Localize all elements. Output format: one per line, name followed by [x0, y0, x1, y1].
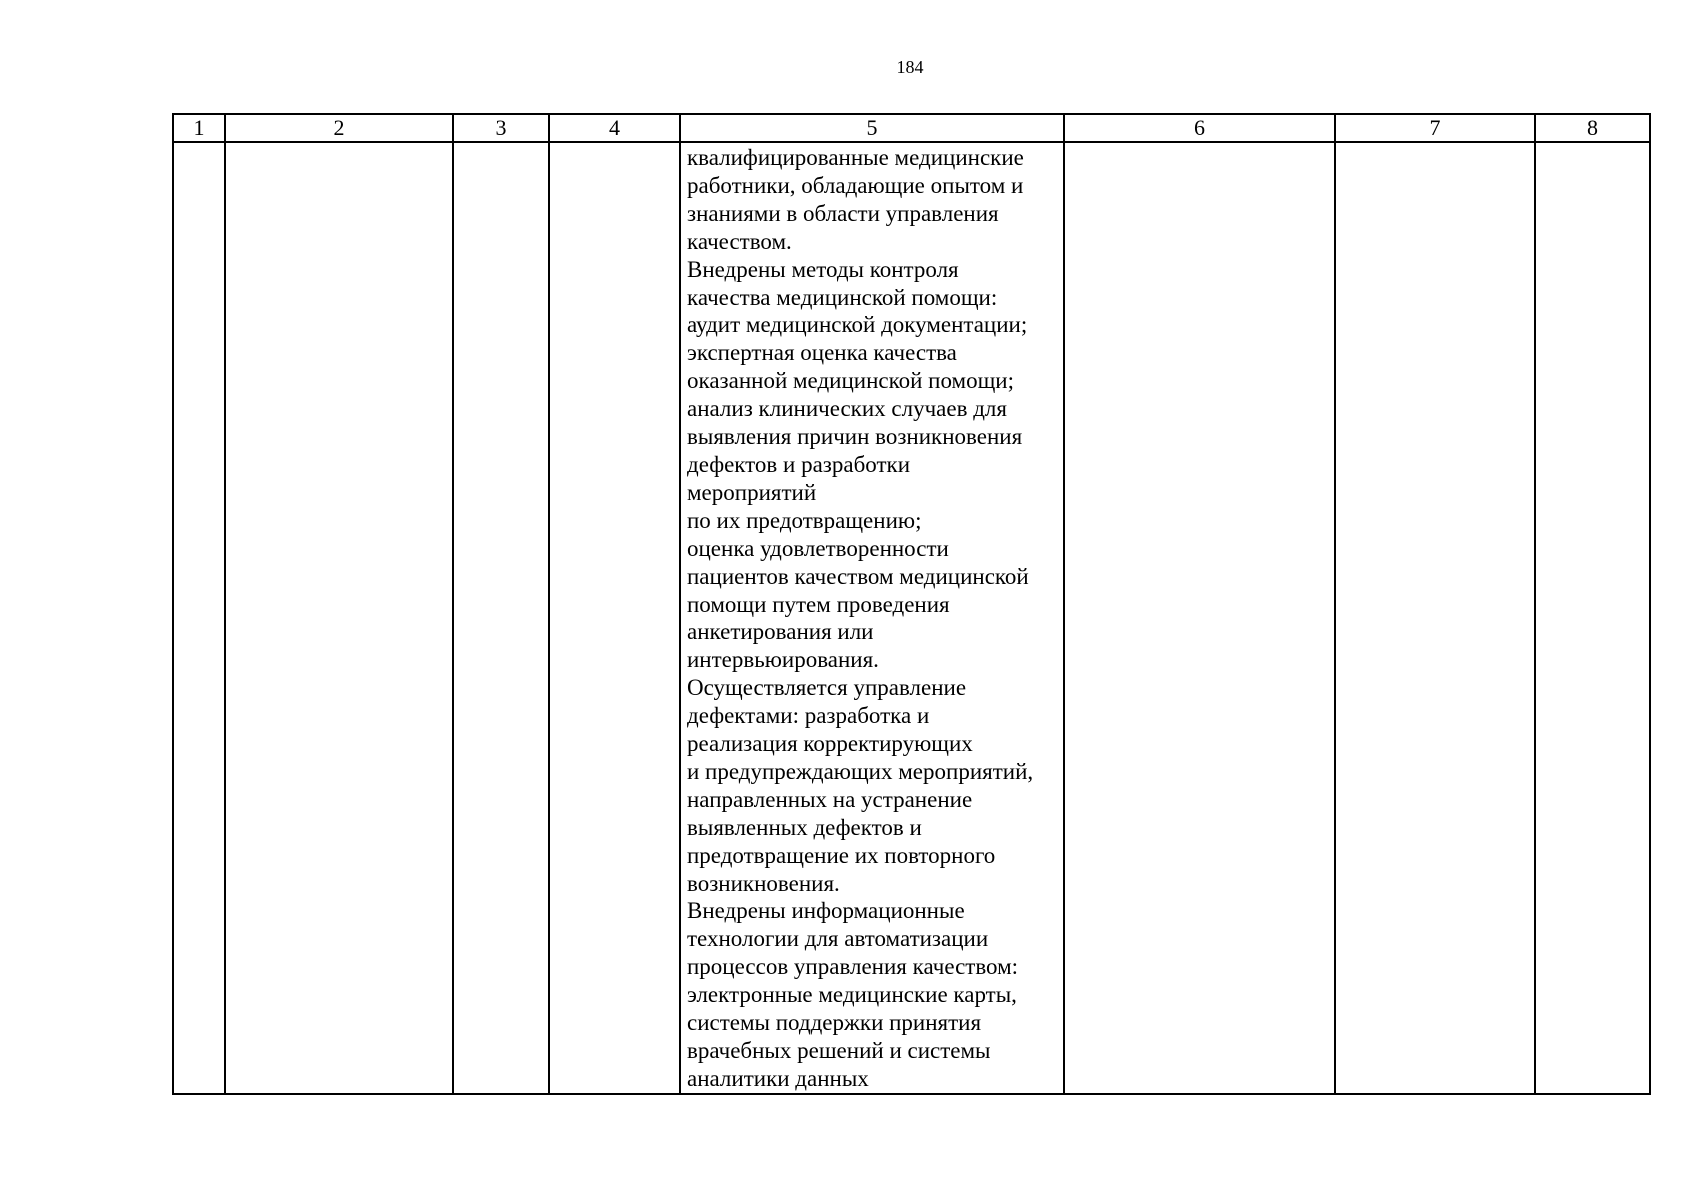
text-line: системы поддержки принятия [687, 1010, 982, 1036]
text-line: технологии для автоматизации [687, 926, 989, 952]
column-header-2: 2 [225, 114, 453, 142]
cell-col-5 [680, 142, 1064, 1094]
table-row [173, 142, 1650, 1094]
table-header-row [173, 114, 1650, 142]
text-line: помощи путем проведения [687, 591, 950, 617]
text-line: и предупреждающих мероприятий, [687, 758, 1034, 784]
cell-col-6 [1064, 142, 1335, 1094]
document-table [172, 113, 1651, 1095]
column-header-3: 3 [453, 114, 549, 142]
text-line: анализ клинических случаев для [687, 396, 1007, 422]
page-number: 184 [896, 57, 924, 77]
text-line: электронные медицинские карты, [687, 982, 1017, 1008]
text-line: Осуществляется управление [687, 675, 967, 701]
text-line: врачебных решений и системы [687, 1038, 991, 1063]
text-line: Внедрены информационные [687, 898, 965, 924]
text-line: интервьюирования. [687, 647, 879, 673]
text-line: дефектами: разработка и [687, 703, 930, 729]
cell-col-7 [1335, 142, 1535, 1094]
text-line: анкетирования или [687, 619, 874, 645]
column-header-1: 1 [173, 114, 225, 142]
text-line: выявления причин возникновения [687, 424, 1023, 450]
column-header-4: 4 [549, 114, 680, 142]
text-line: мероприятий [687, 479, 817, 505]
text-line: направленных на устранение [687, 786, 973, 812]
text-line: дефектов и разработки [687, 451, 911, 477]
text-line: знаниями в области управления [687, 200, 999, 226]
text-line: квалифицированные медицинские [687, 145, 1024, 170]
text-line: качества медицинской помощи: [687, 284, 998, 310]
text-line: работники, обладающие опытом и [687, 172, 1024, 198]
text-line: аудит медицинской документации; [687, 312, 1028, 338]
text-line: реализация корректирующих [687, 731, 973, 757]
cell-col-2 [225, 142, 453, 1094]
text-line: экспертная оценка качества [687, 340, 957, 366]
column-header-8: 8 [1535, 114, 1650, 142]
cell-col-8 [1535, 142, 1650, 1094]
text-line: по их предотвращению; [687, 507, 922, 533]
text-line: предотвращение их повторного [687, 842, 996, 868]
text-line: оценка удовлетворенности [687, 535, 949, 561]
text-line: возникновения. [687, 870, 840, 896]
cell-col-5-text [681, 143, 1063, 1093]
column-header-6: 6 [1064, 114, 1335, 142]
text-line: выявленных дефектов и [687, 814, 922, 840]
cell-col-3 [453, 142, 549, 1094]
text-line: качеством. [687, 228, 792, 254]
text-line: оказанной медицинской помощи; [687, 368, 1015, 394]
cell-col-4 [549, 142, 680, 1094]
text-line: аналитики данных [687, 1065, 869, 1091]
column-header-5: 5 [680, 114, 1064, 142]
text-line: пациентов качеством медицинской [687, 563, 1029, 589]
text-line: Внедрены методы контроля [687, 256, 959, 282]
column-header-7: 7 [1335, 114, 1535, 142]
cell-col-1 [173, 142, 225, 1094]
text-line: процессов управления качеством: [687, 954, 1019, 980]
